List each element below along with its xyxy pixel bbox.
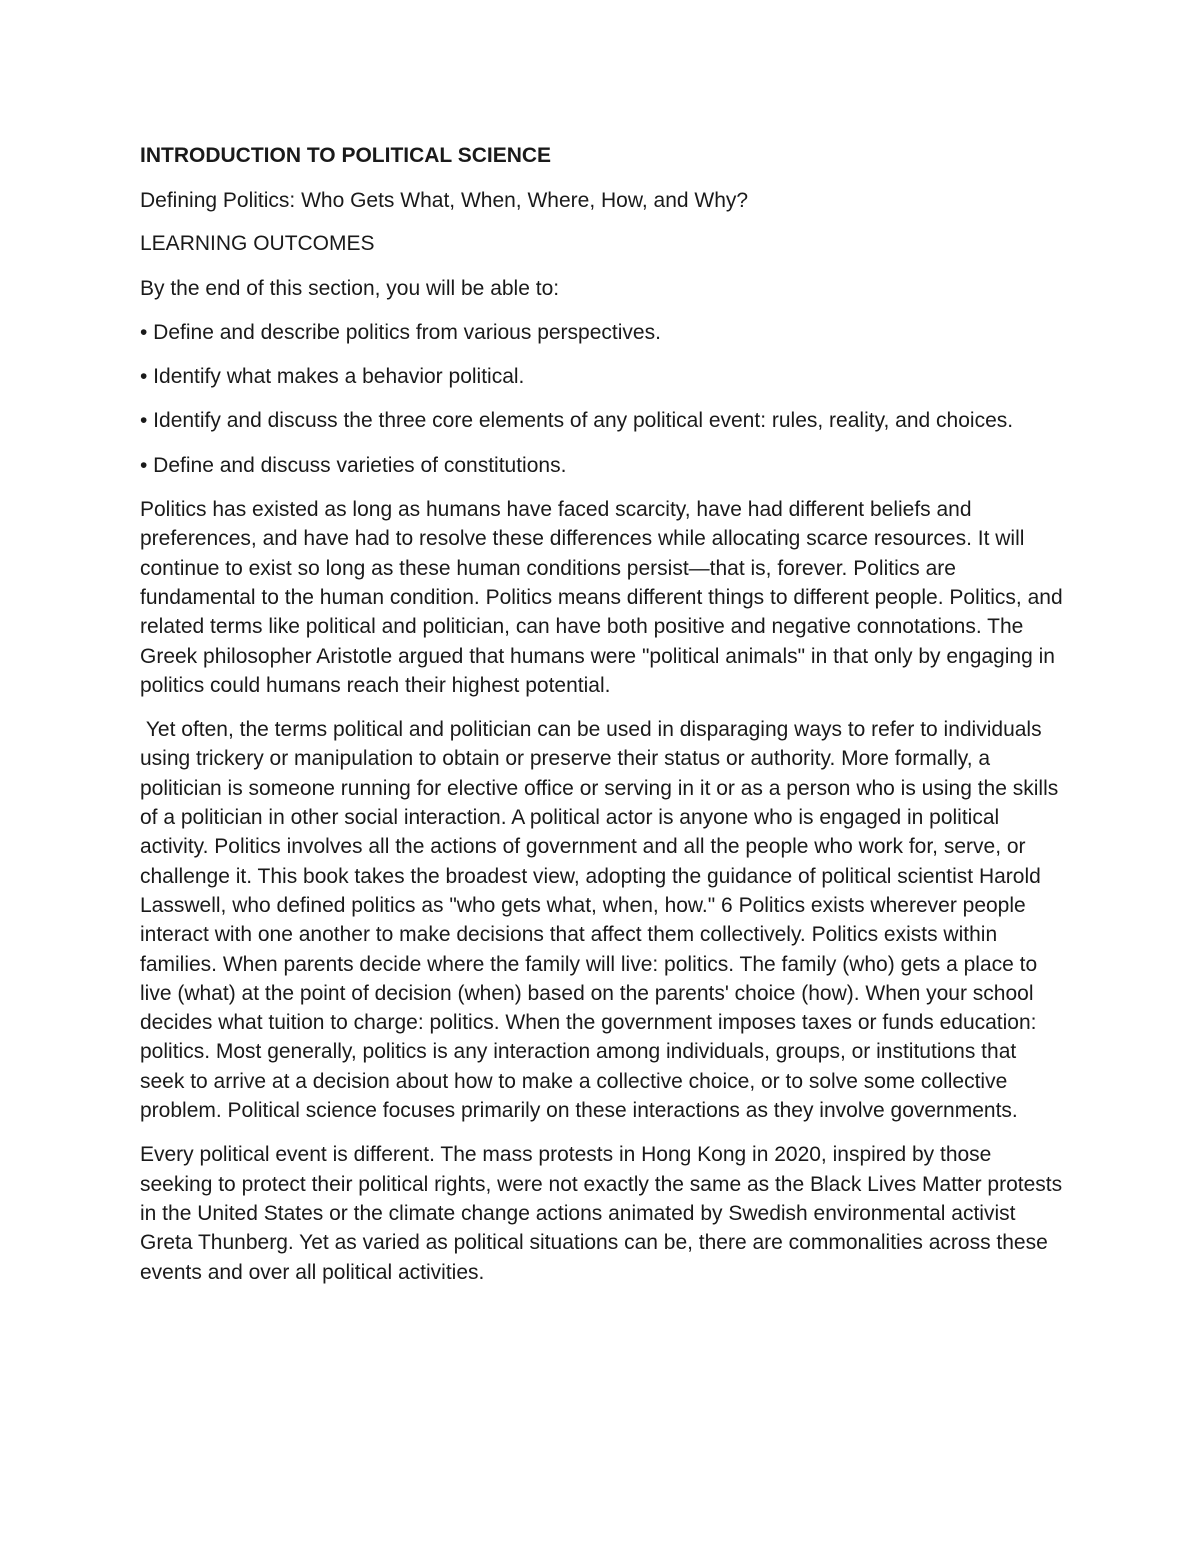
- document-subtitle: Defining Politics: Who Gets What, When, Where, How, and Why?: [140, 189, 749, 212]
- body-paragraph: Yet often, the terms political and politician can be used in disparaging ways to refer to individuals using trickery or manipulation to obtain or preserve their status or authority. More formally, a politician is someone running for elective office or serving in it or as a person who is using the skills of a politician in other social interaction. A political actor is anyone who is engaged in political activity. Politics involves all the actions of government and all the people who work for, serve, or challenge it. This book takes the broadest view, adopting the guidance of political scientist Harold Lasswell, who defined politics as "who gets what, when, how." 6 Politics exists wherever people interact with one another to make decisions that affect them collectively. Politics exists within families. When parents decide where the family will live: politics. The family (who) gets a place to live (what) at the point of decision (when) based on the parents' choice (how). When your school decides what tuition to charge: politics. When the government imposes taxes or funds education: politics. Most generally, politics is any interaction among individuals, groups, or institutions that seek to arrive at a decision about how to make a collective choice, or to solve some collective problem. Political science focuses primarily on these interactions as they involve governments.: [140, 718, 1065, 1123]
- body-paragraph: Every political event is different. The mass protests in Hong Kong in 2020, inspired by those seeking to protect their political rights, were not exactly the same as the Black Lives Matter protests in the United States or the climate change actions animated by Swedish environmental activist Greta Thunberg. Yet as varied as political situations can be, there are commonalities across these events and over all political activities.: [140, 1143, 1063, 1284]
- section-heading: LEARNING OUTCOMES: [140, 232, 375, 256]
- document-page: [140, 140, 1065, 1302]
- learning-outcome-item: • Identify and discuss the three core elements of any political event: rules, reality, and choices.: [140, 409, 1014, 433]
- intro-line: By the end of this section, you will be able to:: [140, 276, 560, 300]
- learning-outcome-item: • Define and describe politics from various perspectives.: [140, 320, 661, 344]
- learning-outcome-item: • Define and discuss varieties of constitutions.: [140, 453, 567, 477]
- learning-outcome-item: • Identify what makes a behavior political.: [140, 365, 525, 389]
- body-paragraph: Politics has existed as long as humans have faced scarcity, have had different beliefs and preferences, and have had to resolve these differences while allocating scarce resources. It will continue to exist so long as these human conditions persist—that is, forever. Politics are fundamental to the human condition. Politics means different things to different people. Politics, and related terms like political and politician, can have both positive and negative connotations. The Greek philosopher Aristotle argued that humans were "political animals" in that only by engaging in politics could humans reach their highest potential.: [140, 498, 1063, 697]
- document-title: INTRODUCTION TO POLITICAL SCIENCE: [140, 144, 552, 167]
